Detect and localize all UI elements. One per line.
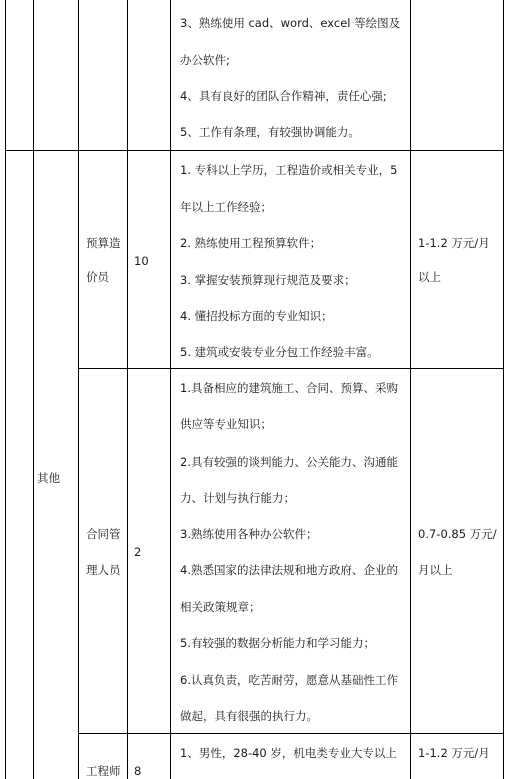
requirement-line: 1、男性，28-40 岁，机电类专业大专以上 [180,746,397,760]
grid-line [5,0,6,779]
requirement-line: 做起，具有很强的执行力。 [180,709,318,723]
grid-line [410,0,411,779]
grid-line [5,150,504,151]
grid-line [33,0,34,779]
position-name: 工程师 [86,764,121,778]
requirement-line: 1.具备相应的建筑施工、合同、预算、采购 [180,381,398,395]
position-name: 预算造 [86,236,121,250]
requirement-line: 4. 懂招投标方面的专业知识； [180,309,333,323]
requirement-line: 相关政策规章； [180,600,261,614]
salary: 以上 [418,270,441,284]
grid-line [78,0,79,779]
requirement-line: 4、具有良好的团队合作精神，责任心强; [180,89,387,103]
category-label: 其他 [37,471,60,485]
salary: 1-1.2 万元/月 [418,236,490,250]
requirement-line: 6.认真负责，吃苦耐劳，愿意从基础性工作 [180,673,398,687]
grid-line [170,0,171,779]
requirement-line: 供应等专业知识； [180,417,272,431]
salary: 0.7-0.85 万元/ [418,527,497,541]
salary: 1-1.2 万元/月 [418,746,490,760]
position-name: 合同管 [86,527,121,541]
requirement-line: 5. 建筑或安装专业分包工作经验丰富。 [180,345,379,359]
requirement-line: 3. 掌握安装预算现行规范及要求； [180,273,356,287]
grid-line [127,0,128,779]
requirement-line: 5.有较强的数据分析能力和学习能力； [180,636,375,650]
requirement-line: 4.熟悉国家的法律法规和地方政府、企业的 [180,563,398,577]
requirement-line: 2.具有较强的谈判能力、公关能力、沟通能 [180,455,398,469]
grid-line [78,733,504,734]
requirement-line: 5、工作有条理，有较强协调能力。 [180,125,360,139]
grid-line [78,368,504,369]
requirement-line: 办公软件; [180,53,230,67]
requirement-line: 年以上工作经验； [180,200,272,214]
headcount: 10 [134,254,149,268]
position-name: 理人员 [86,563,121,577]
salary: 月以上 [418,563,453,577]
grid-line [503,0,504,779]
headcount: 2 [134,545,142,559]
position-name: 价员 [86,270,109,284]
requirement-line: 力、计划与执行能力； [180,491,295,505]
headcount: 8 [134,764,142,778]
requirement-line: 2. 熟练使用工程预算软件； [180,236,322,250]
requirement-line: 1. 专科以上学历，工程造价或相关专业，5 [180,163,398,177]
requirement-line: 3.熟练使用各种办公软件； [180,527,318,541]
requirement-line: 3、熟练使用 cad、word、excel 等绘图及 [180,16,401,30]
